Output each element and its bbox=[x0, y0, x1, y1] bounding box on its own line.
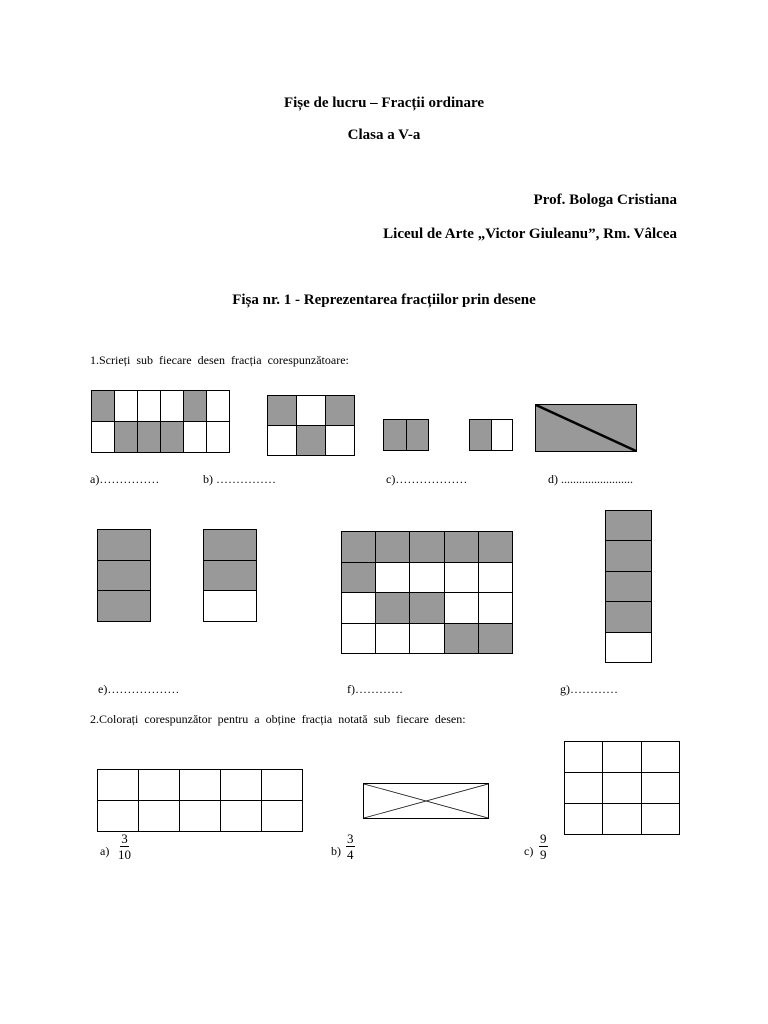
grid-cell bbox=[138, 800, 180, 832]
figure-c-grid bbox=[383, 419, 428, 450]
fraction-c-denominator: 9 bbox=[540, 847, 547, 862]
exercise2-fraction-c bbox=[539, 832, 548, 861]
grid-cell bbox=[137, 421, 161, 453]
label-e: e)……………… bbox=[98, 682, 180, 696]
grid-cell bbox=[478, 623, 513, 655]
figure-d-diagonal-rect bbox=[535, 404, 637, 452]
label-g: g)………… bbox=[560, 682, 618, 696]
grid-cell bbox=[220, 769, 262, 801]
grid-cell bbox=[444, 623, 479, 655]
exercise2-crossed-rect-b bbox=[363, 783, 489, 819]
grid-cell bbox=[341, 562, 376, 594]
label-c: c)……………… bbox=[386, 472, 468, 486]
grid-cell bbox=[564, 803, 603, 835]
grid-cell bbox=[406, 419, 430, 451]
grid-cell bbox=[114, 390, 138, 422]
grid-cell bbox=[375, 562, 410, 594]
sheet-title: Fișa nr. 1 - Reprezentarea fracțiilor prin desene bbox=[232, 292, 536, 308]
grid-cell bbox=[267, 425, 297, 456]
grid-cell bbox=[383, 419, 407, 451]
grid-cell bbox=[97, 590, 151, 622]
grid-cell bbox=[602, 772, 641, 804]
grid-cell bbox=[602, 741, 641, 773]
grid-cell bbox=[325, 425, 355, 456]
grid-cell bbox=[203, 590, 257, 622]
exercise2-fraction-b bbox=[346, 832, 355, 861]
grid-cell bbox=[409, 562, 444, 594]
grid-cell bbox=[602, 803, 641, 835]
grid-cell bbox=[160, 421, 184, 453]
grid-cell bbox=[183, 421, 207, 453]
figure-g-grid bbox=[605, 510, 651, 662]
grid-cell bbox=[341, 623, 376, 655]
grid-cell bbox=[296, 425, 326, 456]
fraction-b-denominator: 4 bbox=[347, 847, 354, 862]
grid-cell bbox=[564, 741, 603, 773]
label-f: f)………… bbox=[347, 682, 403, 696]
grid-cell bbox=[375, 531, 410, 563]
grid-cell bbox=[97, 800, 139, 832]
grid-cell bbox=[444, 562, 479, 594]
grid-cell bbox=[137, 390, 161, 422]
grid-cell bbox=[409, 623, 444, 655]
grid-cell bbox=[206, 390, 230, 422]
figure-e-second-grid bbox=[203, 529, 256, 621]
exercise2-grid-a bbox=[97, 769, 302, 831]
grid-cell bbox=[409, 592, 444, 624]
grid-cell bbox=[261, 800, 303, 832]
grid-cell bbox=[296, 395, 326, 426]
grid-cell bbox=[605, 632, 652, 663]
grid-cell bbox=[469, 419, 492, 451]
grid-cell bbox=[203, 529, 257, 561]
figure-e-grid bbox=[97, 529, 150, 621]
figure-c-second-grid bbox=[469, 419, 512, 450]
figure-f-grid bbox=[341, 531, 512, 653]
label-a: a)…………… bbox=[90, 472, 160, 486]
fraction-b-numerator: 3 bbox=[347, 831, 354, 846]
grid-cell bbox=[97, 529, 151, 561]
exercise1-instruction: 1.Scrieți sub fiecare desen fracția corespunzătoare: bbox=[90, 353, 349, 367]
exercise2-fraction-a bbox=[118, 832, 131, 861]
grid-cell bbox=[375, 592, 410, 624]
fraction-a-denominator: 10 bbox=[118, 847, 131, 862]
class-line: Clasa a V-a bbox=[347, 127, 421, 143]
exercise2-instruction: 2.Colorați corespunzător pentru a obține fracția notată sub fiecare desen: bbox=[90, 712, 466, 726]
grid-cell bbox=[179, 800, 221, 832]
grid-cell bbox=[478, 592, 513, 624]
grid-cell bbox=[641, 803, 680, 835]
grid-cell bbox=[375, 623, 410, 655]
grid-cell bbox=[444, 531, 479, 563]
grid-cell bbox=[97, 769, 139, 801]
grid-cell bbox=[179, 769, 221, 801]
grid-cell bbox=[605, 601, 652, 632]
grid-cell bbox=[341, 531, 376, 563]
grid-cell bbox=[478, 562, 513, 594]
grid-cell bbox=[641, 772, 680, 804]
grid-cell bbox=[91, 421, 115, 453]
grid-cell bbox=[325, 395, 355, 426]
fraction-c-numerator: 9 bbox=[540, 831, 547, 846]
grid-cell bbox=[605, 540, 652, 571]
exercise2-grid-c bbox=[564, 741, 679, 834]
grid-cell bbox=[564, 772, 603, 804]
teacher-name: Prof. Bologa Cristiana bbox=[533, 192, 677, 208]
grid-cell bbox=[91, 390, 115, 422]
grid-cell bbox=[203, 560, 257, 592]
label-b: b) …………… bbox=[203, 472, 276, 486]
grid-cell bbox=[183, 390, 207, 422]
fraction-a-numerator: 3 bbox=[121, 831, 128, 846]
grid-cell bbox=[409, 531, 444, 563]
grid-cell bbox=[478, 531, 513, 563]
grid-cell bbox=[206, 421, 230, 453]
grid-cell bbox=[97, 560, 151, 592]
grid-cell bbox=[220, 800, 262, 832]
grid-cell bbox=[267, 395, 297, 426]
grid-cell bbox=[605, 571, 652, 602]
exercise2-label-c: c) bbox=[524, 844, 534, 858]
figure-a-grid bbox=[91, 390, 229, 452]
grid-cell bbox=[491, 419, 514, 451]
exercise2-label-a: a) bbox=[100, 844, 110, 858]
exercise2-label-b: b) bbox=[331, 844, 341, 858]
grid-cell bbox=[114, 421, 138, 453]
grid-cell bbox=[160, 390, 184, 422]
grid-cell bbox=[641, 741, 680, 773]
figure-b-grid bbox=[267, 395, 354, 455]
grid-cell bbox=[138, 769, 180, 801]
grid-cell bbox=[261, 769, 303, 801]
school-name: Liceul de Arte „Victor Giuleanu”, Rm. Vâlcea bbox=[383, 226, 677, 242]
label-d: d) ........................ bbox=[548, 472, 633, 486]
grid-cell bbox=[444, 592, 479, 624]
grid-cell bbox=[605, 510, 652, 541]
grid-cell bbox=[341, 592, 376, 624]
worksheet-title: Fișe de lucru – Fracții ordinare bbox=[283, 95, 485, 111]
